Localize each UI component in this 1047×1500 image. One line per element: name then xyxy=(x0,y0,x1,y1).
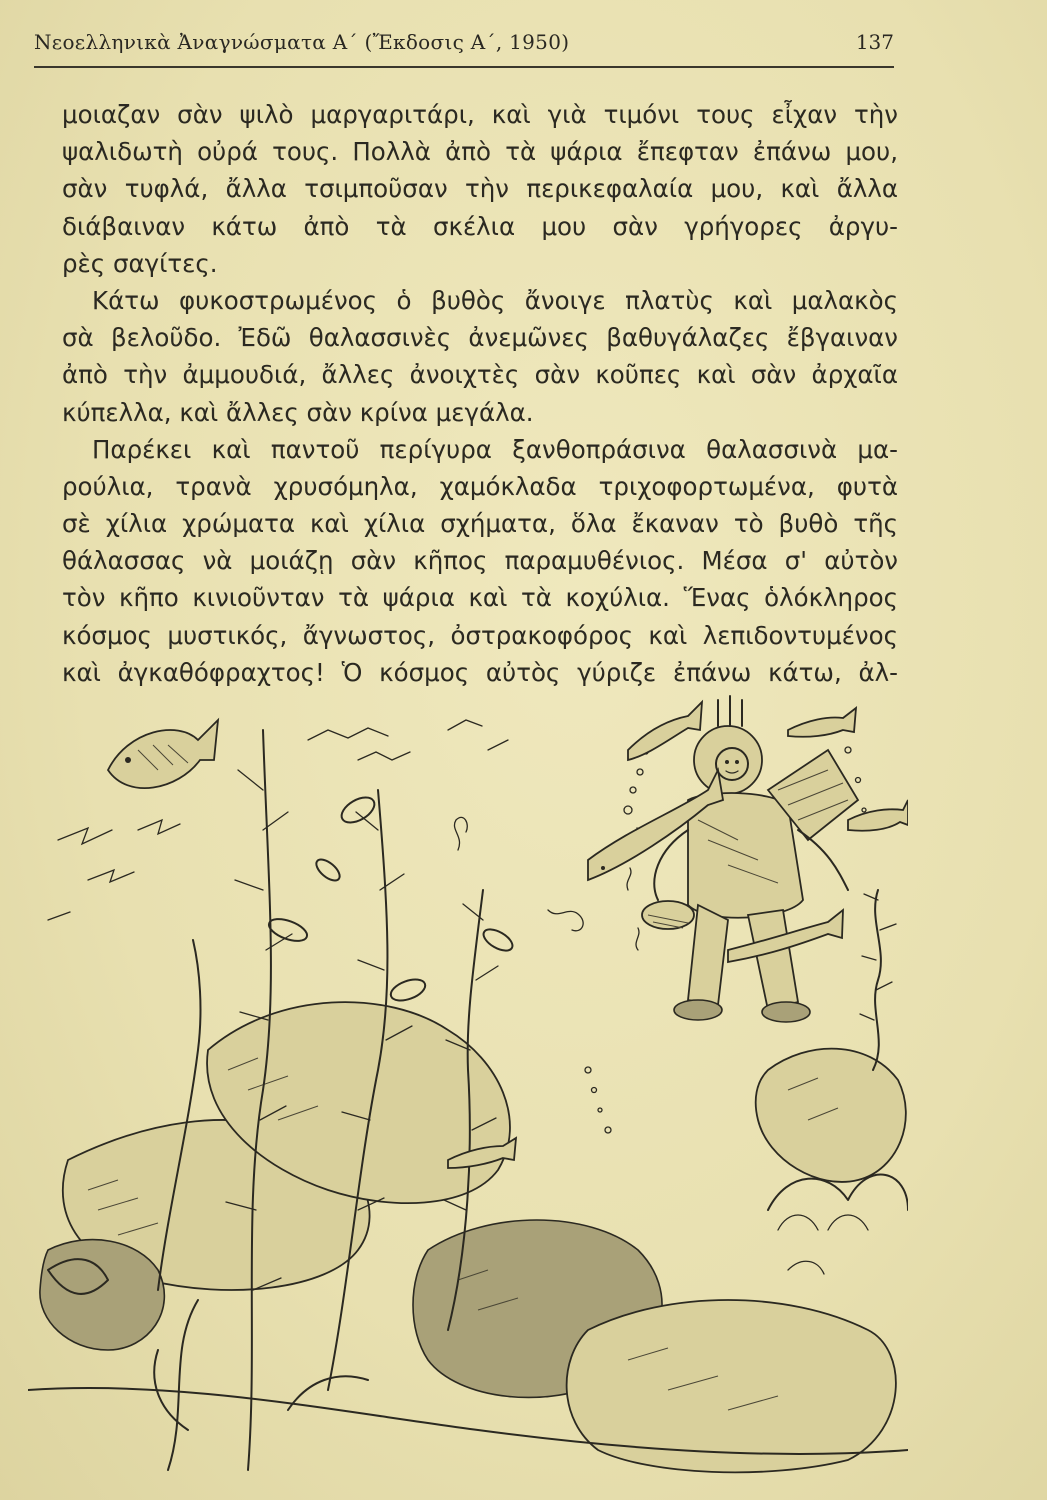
paragraph-start-line: Κάτω φυκοστρωμένος ὁ βυθὸς ἄνοιγε πλατὺς καὶ μαλακὸς xyxy=(92,285,898,315)
running-title: Νεοελληνικὰ Ἀναγνώσματα Α΄ (Ἔκδοσις Α΄, 1950) xyxy=(34,30,570,54)
text-line: σὰν τυφλά, ἄλλα τσιμποῦσαν τὴν περικεφαλαία μου, καὶ ἄλλα xyxy=(62,174,898,204)
body-text xyxy=(62,96,898,691)
text-line: σὰ βελοῦδο. Ἐδῶ θαλασσινὲς ἀνεμῶνες βαθυγάλαζες ἔβγαιναν xyxy=(62,323,898,353)
running-head xyxy=(34,30,894,64)
text-line: σὲ χίλια χρώματα καὶ χίλια σχήματα, ὅλα ἔκαναν τὸ βυθὸ τῆς xyxy=(62,509,898,539)
text-line: ρὲς σαγίτες. xyxy=(62,248,218,278)
underwater-illustration xyxy=(28,690,908,1480)
text-line: κύπελλα, καὶ ἄλλες σὰν κρίνα μεγάλα. xyxy=(62,397,534,427)
text-line: ρούλια, τρανὰ χρυσόμηλα, χαμόκλαδα τριχοφορτωμένα, φυτὰ xyxy=(62,471,898,501)
paragraph-start-line: Παρέκει καὶ παντοῦ περίγυρα ξανθοπράσινα θαλασσινὰ μα- xyxy=(92,434,898,464)
text-line: τὸν κῆπο κινιοῦνταν τὰ ψάρια καὶ τὰ κοχύλια. Ἕνας ὁλόκληρος xyxy=(62,583,898,613)
text-line: ψαλιδωτὴ οὐρά τους. Πολλὰ ἀπὸ τὰ ψάρια ἔπεφταν ἐπάνω μου, xyxy=(62,137,898,167)
text-line: διάβαιναν κάτω ἀπὸ τὰ σκέλια μου σὰν γρήγορες ἀργυ- xyxy=(62,211,898,241)
page-number: 137 xyxy=(855,30,894,54)
text-line: μοιαζαν σὰν ψιλὸ μαργαριτάρι, καὶ γιὰ τιμόνι τους εἶχαν τὴν xyxy=(62,100,898,129)
text-line: ἀπὸ τὴν ἀμμουδιά, ἄλλες ἀνοιχτὲς σὰν κοῦπες καὶ σὰν ἀρχαῖα xyxy=(62,360,898,390)
text-line: καὶ ἀγκαθόφραχτος! Ὁ κόσμος αὐτὸς γύριζε ἐπάνω κάτω, ἀλ- xyxy=(62,657,898,687)
text-line: θάλασσας νὰ μοιάζῃ σὰν κῆπος παραμυθένιος. Μέσα σ' αὐτὸν xyxy=(62,546,898,576)
header-rule xyxy=(34,66,894,68)
text-line: κόσμος μυστικός, ἄγνωστος, ὀστρακοφόρος καὶ λεπιδοντυμένος xyxy=(62,620,898,650)
